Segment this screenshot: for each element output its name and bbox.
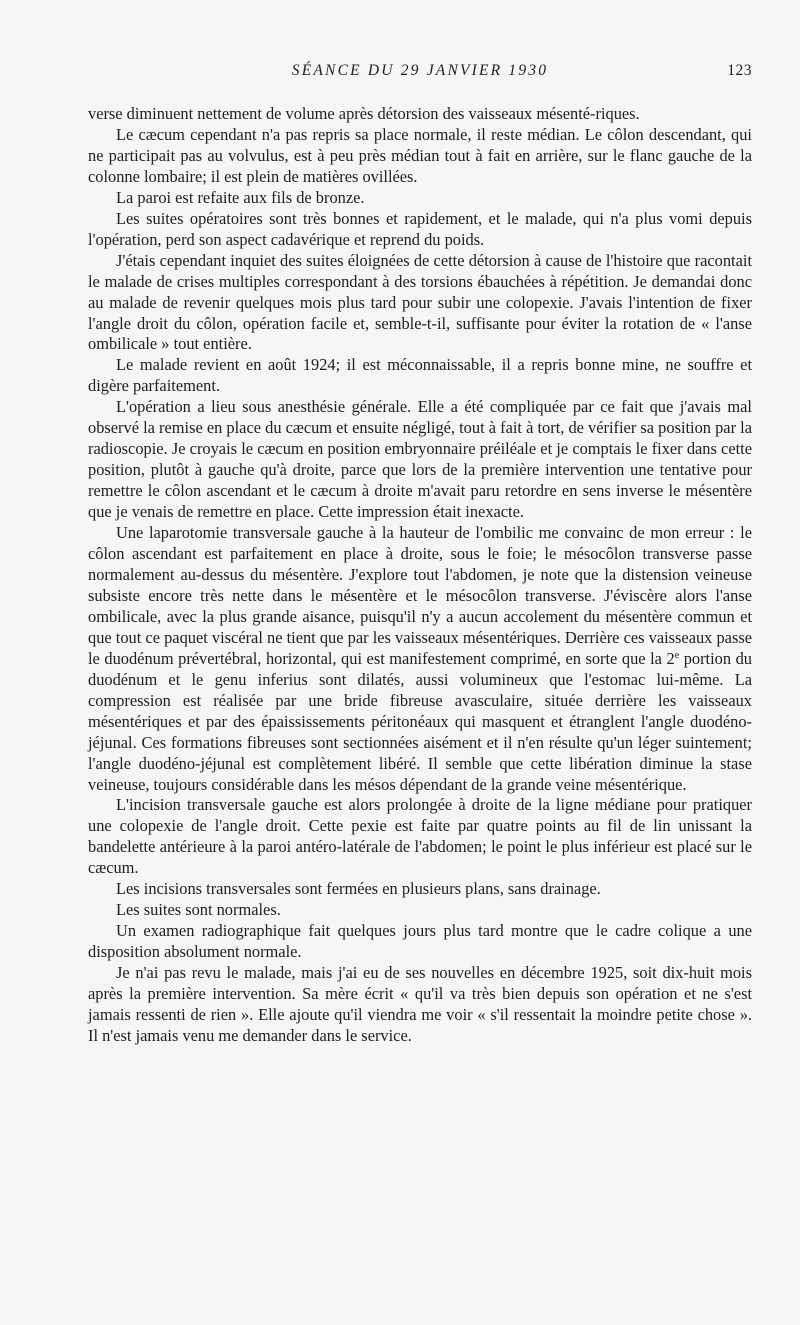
paragraph: Je n'ai pas revu le malade, mais j'ai eu de ses nouvelles en décembre 1925, soit dix-huit mois après la première intervention. Sa mère écrit « qu'il va très bien depuis son opération et ne s'est jamais ressenti de rien ». Elle ajoute qu'il viendra me voir « s'il ressentait la moindre petite chose ». Il n'est jamais venu me demander dans le service. — [88, 963, 752, 1045]
body-text — [88, 104, 752, 1047]
paragraph — [88, 523, 752, 795]
running-head — [88, 62, 752, 84]
paragraph: Les incisions transversales sont fermées en plusieurs plans, sans drainage. — [116, 879, 601, 899]
paragraph: Le cæcum cependant n'a pas repris sa place normale, il reste médian. Le côlon descendant, qui ne participait pas au volvulus, est à peu près médian tout à fait en arrière, sur le flanc gauche de la colonne lombaire; il est plein de matières ovillées. — [88, 124, 752, 186]
superscript: e — [674, 649, 680, 661]
paragraph-text-part: Une laparotomie transversale gauche à la hauteur de l'ombilic me convainc de mon erreur : le côlon ascendant est parfaitement en place à droite, sous le foie; le mésocôlon transverse passe normalement au-dessus du mésentère. J'explore tout l'abdomen, je note que la distension veineuse subsiste encore très nette dans le mésentère et le mésocôlon transverse. J'éviscère alors l'anse ombilicale, avec la plus grande aisance, puisqu'il n'y a aucun accolement du mésentère commun et que tout ce paquet viscéral ne tient que par les vaisseaux mésentériques. Derrière ces vaisseaux passe le duodénum prévertébral, horizontal, qui est manifestement comprimé, en sorte que la 2 — [88, 523, 752, 668]
page-number: 123 — [727, 62, 752, 79]
paragraph: Les suites sont normales. — [116, 900, 281, 920]
paragraph: L'incision transversale gauche est alors prolongée à droite de la ligne médiane pour pratiquer une colopexie de l'angle droit. Cette pexie est faite par quatre points au fil de lin unissant la bandelette antérieure à la paroi antéro-latérale de l'abdomen; le point le plus inférieur est placé sur le cæcum. — [88, 795, 752, 878]
paragraph-text-part: portion du duodénum et le genu inferius sont dilatés, aussi volumineux que l'estomac lui-même. La compression est réalisée par une bride fibreuse avasculaire, située derrière les vaisseaux mésentériques et par des épaississements péritonéaux qui masquent et étranglent l'angle duodéno-jéjunal. Ces formations fibreuses sont sectionnées aisément et il n'en résulte qu'un léger suintement; l'angle duodéno-jéjunal est complètement libéré. Il semble que cette libération diminue la stase veineuse, toujours considérable dans les mésos dépendant de la grande veine mésentérique. — [88, 648, 752, 794]
running-head-title: SÉANCE DU 29 JANVIER 1930 — [291, 62, 549, 79]
paragraph: La paroi est refaite aux fils de bronze. — [116, 187, 365, 207]
paragraph: Les suites opératoires sont très bonnes et rapidement, et le malade, qui n'a plus vomi depuis l'opération, perd son aspect cadavérique et reprend du poids. — [88, 208, 752, 249]
paragraph: L'opération a lieu sous anesthésie générale. Elle a été compliquée par ce fait que j'avais mal observé la remise en place du cæcum et ensuite négligé, tout à fait à tort, de vérifier sa position par la radioscopie. Je croyais le cæcum en position embryonnaire préiléale et je comptais le fixer dans cette position, plutôt à gauche qu'à droite, parce que lors de la première intervention une tentative pour remettre le côlon ascendant et le cæcum à droite m'avait paru retordre en sens inverse le mésentère que je venais de remettre en place. Cette impression était inexacte. — [88, 397, 752, 522]
paragraph: Un examen radiographique fait quelques jours plus tard montre que le cadre colique a une disposition absolument normale. — [88, 921, 752, 962]
paragraph: Le malade revient en août 1924; il est méconnaissable, il a repris bonne mine, ne souffre et digère parfaitement. — [88, 355, 752, 396]
paragraph: J'étais cependant inquiet des suites éloignées de cette détorsion à cause de l'histoire que racontait le malade de crises multiples correspondant à des torsions ébauchées à répétition. Je demandai donc au malade de revenir quelques mois plus tard pour subir une colopexie. J'avais l'intention de fixer l'angle droit du côlon, opération facile et, semble-t-il, suffisante pour éviter la rotation de « l'anse ombilicale » tout entière. — [88, 250, 752, 354]
paragraph: verse diminuent nettement de volume après détorsion des vaisseaux mésenté-riques. — [88, 104, 640, 123]
